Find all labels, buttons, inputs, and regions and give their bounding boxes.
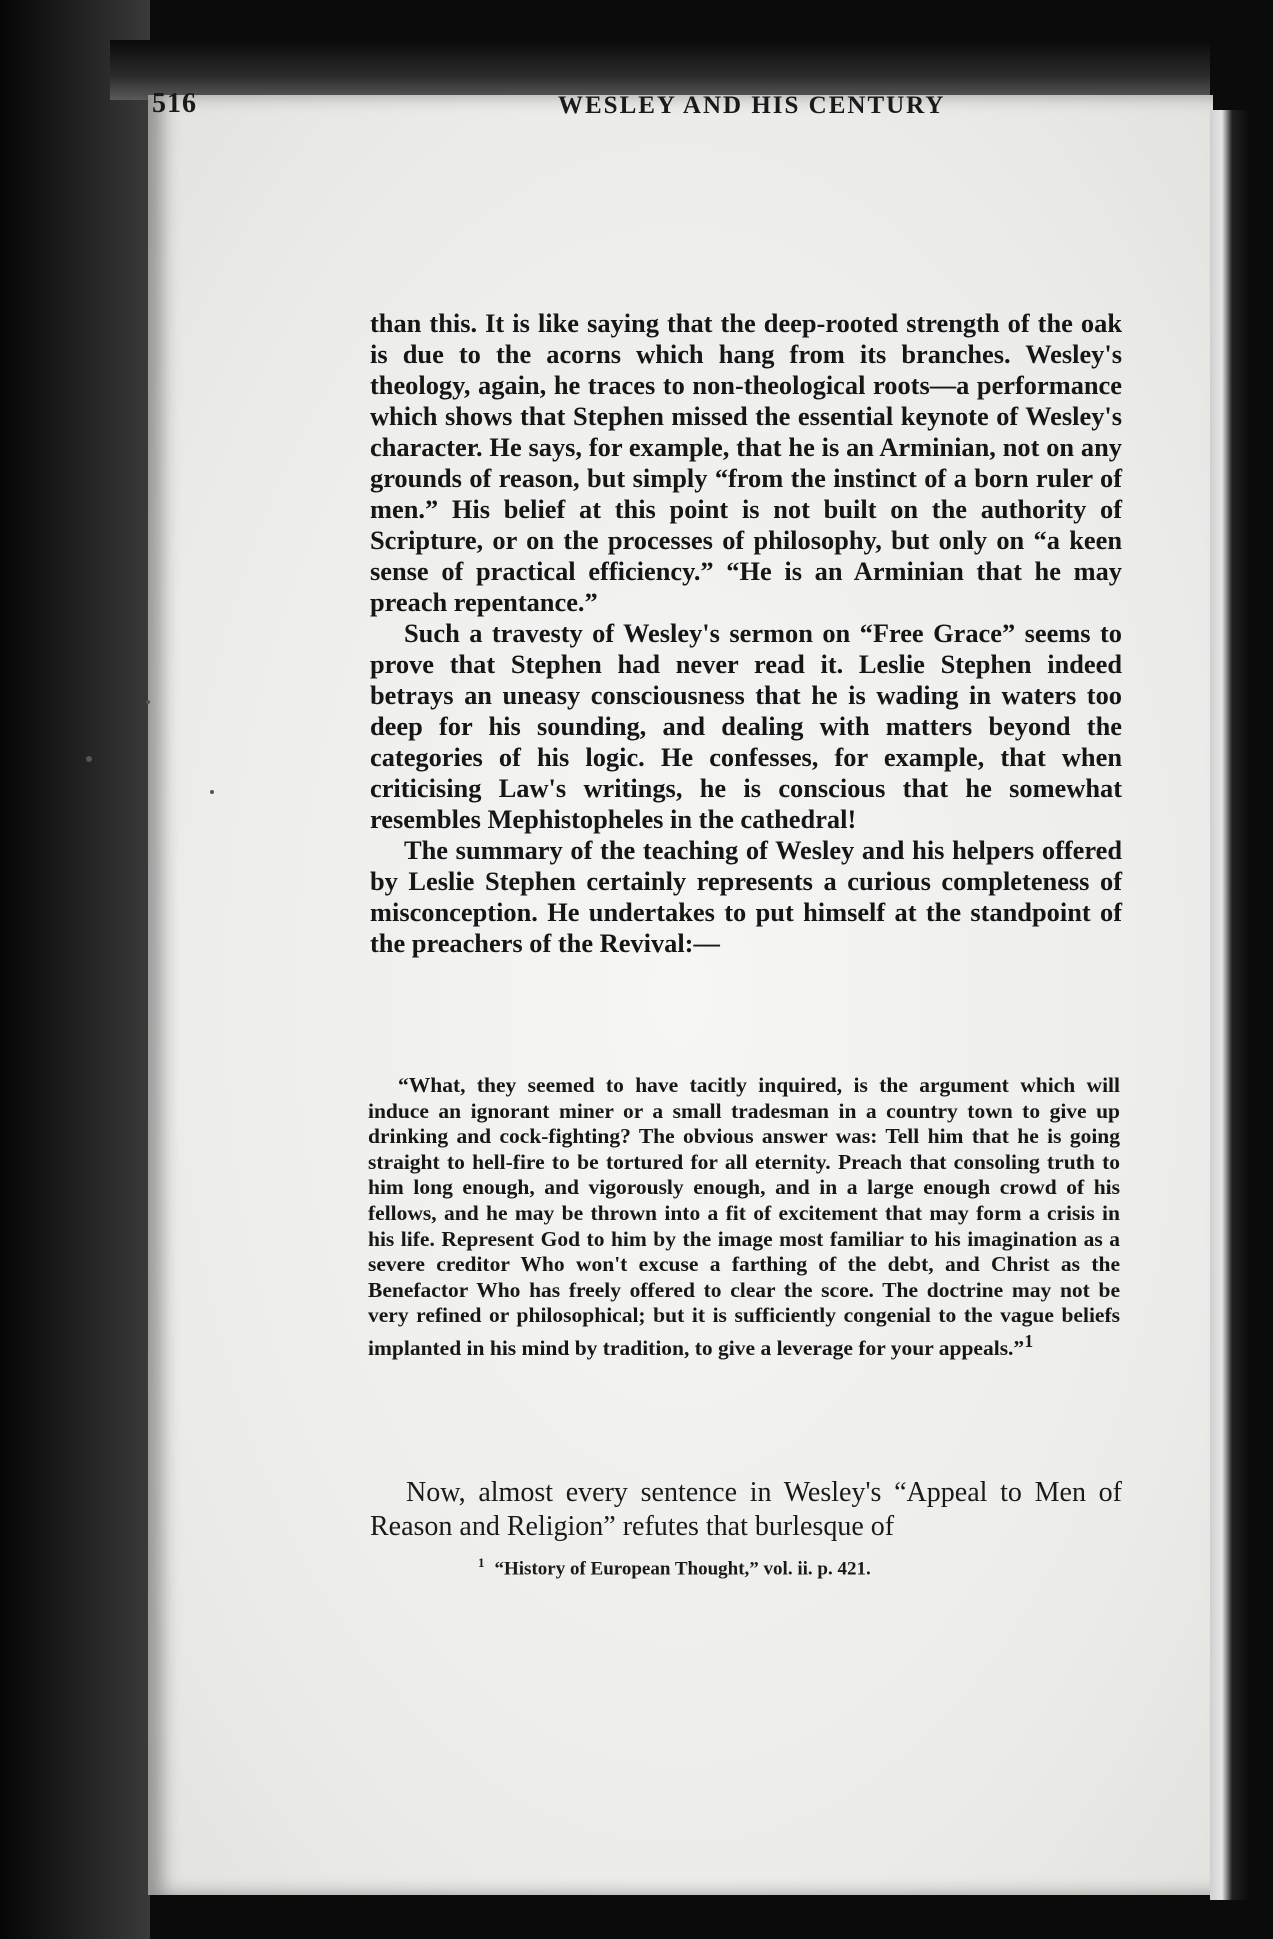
body-text xyxy=(370,308,1122,959)
page-right-edge xyxy=(1210,110,1250,1900)
block-quote-body: “What, they seemed to have tacitly inquired, is the argument which will induce an ignorant miner or a small tradesman in a country town to give up drinking and cock-fighting? The obvious answer was: Tell him that he is going straight to hell-fire to be tortured for all eternity. Preach that consoling truth to him long enough, and vigorously enough, and in a large enough crowd of his fellows, and he may be thrown into a fit of excitement that may form a crisis in his life. Represent God to him by the image most familiar to his imagination as a severe creditor Who won't excuse a farthing of the debt, and Christ as the Benefactor Who has freely offered to clear the score. The doctrine may not be very refined or philosophical; but it is sufficiently congenial to the vague beliefs implanted in his mind by tradition, to give a leverage for your appeals.” xyxy=(368,1073,1120,1361)
paragraph-3: The summary of the teaching of Wesley and his helpers offered by Leslie Stephen certainly represents a curious completeness of misconception. He undertakes to put himself at the standpoint of the preachers of the Revival:— xyxy=(370,835,1122,958)
paragraph-2: Such a travesty of Wesley's sermon on “Free Grace” seems to prove that Stephen had never read it. Leslie Stephen indeed betrays an uneasy consciousness that he is wading in waters too deep for his sounding, and dealing with matters beyond the categories of his logic. He confesses, for example, that when criticising Law's writings, he is conscious that he somewhat resembles Mephistopheles in the cathedral! xyxy=(370,618,1122,834)
book-spine-shadow xyxy=(0,0,150,1939)
block-quote-text xyxy=(368,1073,1120,1362)
closing-text: Now, almost every sentence in Wesley's “Appeal to Men of Reason and Religion” refutes that burlesque of xyxy=(370,1477,1122,1542)
paragraph-1: than this. It is like saying that the deep-rooted strength of the oak is due to the acorns which hang from its branches. Wesley's theology, again, he traces to non-theological roots—a performance which shows that Stephen missed the essential keynote of Wesley's character. He says, for example, that he is an Arminian, not on any grounds of reason, but simply “from the instinct of a born ruler of men.” His belief at this point is not built on the authority of Scripture, or on the processes of philosophy, but only on “a keen sense of practical efficiency.” “He is an Arminian that he may preach repentance.” xyxy=(370,308,1122,617)
page-speck xyxy=(86,756,92,762)
page-speck xyxy=(210,790,214,794)
footnote-reference: 1 xyxy=(1024,1330,1034,1351)
footnote-text: “History of European Thought,” vol. ii. p. 421. xyxy=(494,1558,871,1580)
footnote-marker: 1 xyxy=(478,1555,485,1570)
running-head: WESLEY AND HIS CENTURY xyxy=(558,92,946,119)
page-number: 516 xyxy=(152,88,197,119)
block-quote xyxy=(368,1073,1120,1362)
page-speck xyxy=(146,700,150,704)
closing-paragraph xyxy=(370,1476,1122,1544)
top-edge-shadow xyxy=(110,40,1210,100)
footnote xyxy=(478,1555,871,1580)
